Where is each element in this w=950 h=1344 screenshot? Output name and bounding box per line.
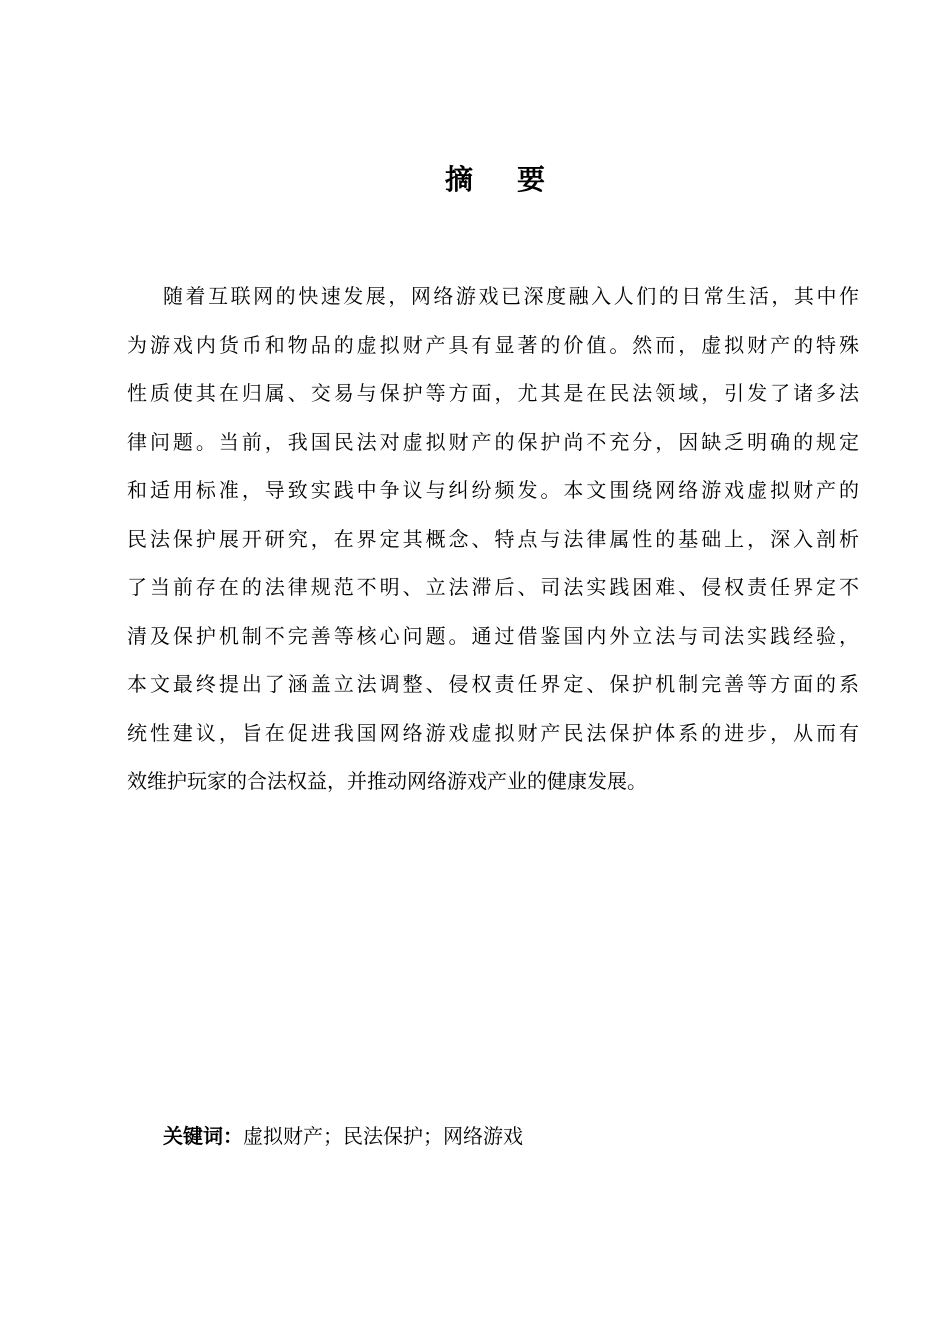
page-title	[0, 160, 950, 200]
abstract-line: 随着互联网的快速发展，网络游戏已深度融入人们的日常生活，其中作	[163, 284, 859, 308]
keywords-label: 关键词：	[163, 1124, 243, 1148]
abstract-line: 效维护玩家的合法权益，并推动网络游戏产业的健康发展。	[127, 769, 647, 793]
keywords	[163, 1121, 523, 1151]
abstract-line: 清及保护机制不完善等核心问题。通过借鉴国内外立法与司法实践经验，	[127, 623, 859, 648]
abstract-line: 了当前存在的法律规范不明、立法滞后、司法实践困难、侵权责任界定不	[127, 575, 859, 599]
abstract-line: 统性建议，旨在促进我国网络游戏虚拟财产民法保护体系的进步，从而有	[127, 720, 859, 745]
title-char-1: 摘	[444, 163, 473, 196]
keywords-value: 虚拟财产；民法保护；网络游戏	[243, 1124, 523, 1148]
abstract-line: 和适用标准，导致实践中争议与纠纷频发。本文围绕网络游戏虚拟财产的	[127, 478, 859, 502]
title-char-2: 要	[517, 163, 546, 196]
abstract-line: 本文最终提出了涵盖立法调整、侵权责任界定、保护机制完善等方面的系	[127, 672, 859, 696]
abstract-line: 律问题。当前，我国民法对虚拟财产的保护尚不充分，因缺乏明确的规定	[127, 429, 859, 454]
abstract-line: 民法保护展开研究，在界定其概念、特点与法律属性的基础上，深入剖析	[127, 526, 859, 551]
abstract-body	[127, 272, 859, 806]
abstract-line: 性质使其在归属、交易与保护等方面，尤其是在民法领域，引发了诸多法	[127, 381, 859, 405]
abstract-line: 为游戏内货币和物品的虚拟财产具有显著的价值。然而，虚拟财产的特殊	[127, 332, 859, 357]
